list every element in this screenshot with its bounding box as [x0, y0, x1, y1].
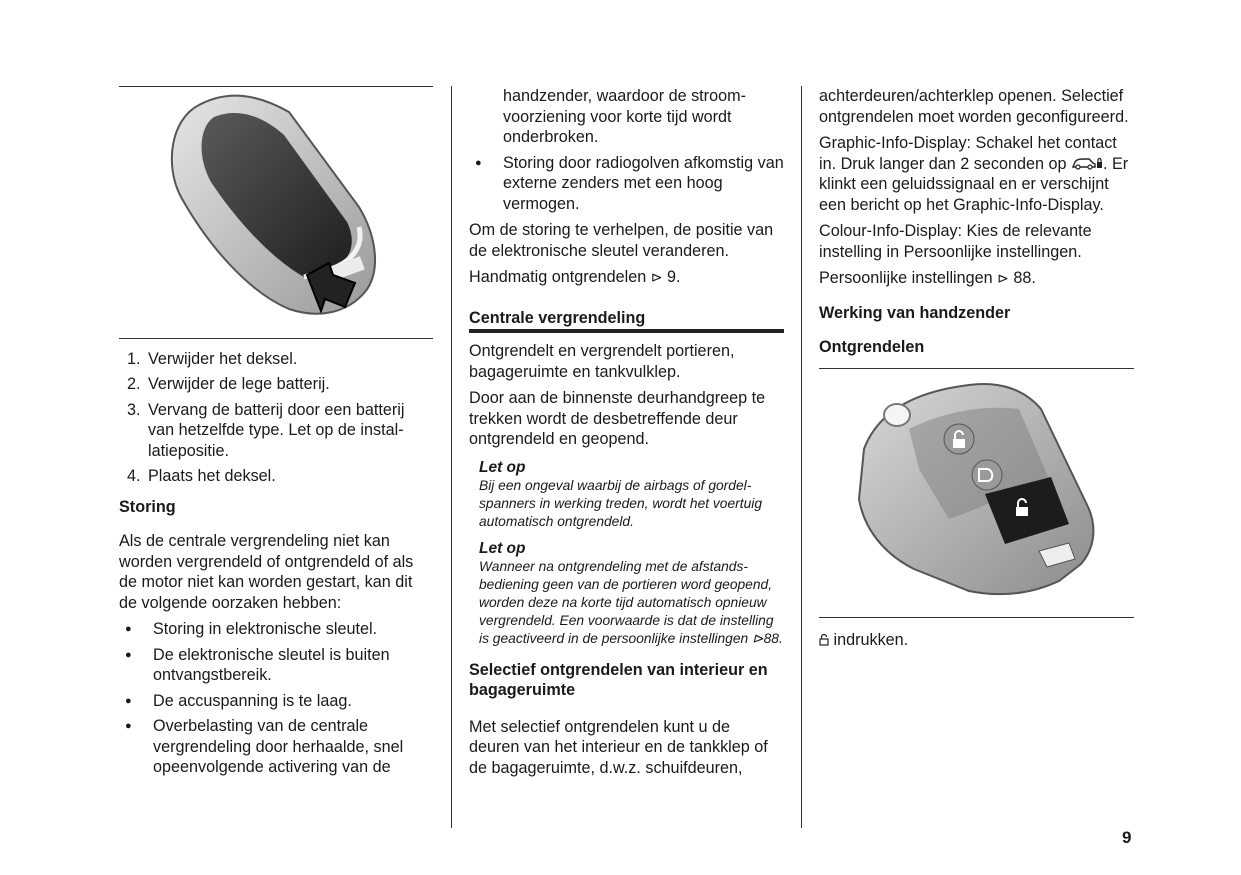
storing-causes-list [119, 619, 433, 778]
note-body: Bij een ongeval waarbij de airbags of gordelspanners in werking treden, wordt het voertuig automatisch ontgrendeld. [479, 477, 762, 529]
note-auto-relock [469, 539, 784, 648]
page-ref-icon: ⊳ [997, 270, 1009, 286]
gid-text-b: . Er klinkt een geluidssignaal en er verschijnt een bericht op het Graphic-Info-Display. [819, 154, 1129, 214]
list-item [119, 349, 433, 370]
list-item: ● Overbelasting van de centrale vergrendeling door herhaalde, snel opeenvolgende activering van de [119, 716, 433, 778]
section-heading-central-locking: Centrale vergrendeling [469, 308, 784, 334]
unlock-heading: Ontgrendelen [819, 338, 925, 356]
radio-cause-list [469, 153, 784, 215]
battery-steps-list [119, 349, 433, 487]
page-number: 9 [1122, 828, 1132, 847]
manual-unlock-link[interactable]: 9. [667, 268, 681, 286]
graphic-info-display-paragraph [819, 133, 1134, 215]
step-number: 1. [127, 349, 141, 368]
column-divider [451, 86, 452, 828]
list-item [119, 400, 433, 462]
continuation-paragraph: achterdeuren/achterklep openen. Selectief ontgrendelen moet worden geconfigureerd. [819, 87, 1129, 126]
column-2 [469, 86, 784, 784]
storing-intro: Als de centrale vergrendeling niet kan worden vergrendeld of ontgrendeld of als de motor niet kan worden gestart, kan dit de volgende oorzaken hebben: [119, 532, 414, 612]
remote-key-illustration [819, 369, 1134, 612]
step-number: 3. [127, 400, 141, 419]
note-page-link[interactable]: 88. [763, 630, 783, 646]
key-fob-illustration [119, 87, 433, 332]
list-item [119, 466, 433, 487]
step-text: Verwijder de lege batterij. [148, 375, 330, 393]
unlock-icon [819, 634, 829, 646]
list-item: ● Storing door radiogolven afkomstig van externe zenders met een hoog vermogen. [469, 153, 784, 215]
colour-info-display-paragraph: Colour-Info-Display: Kies de relevante instelling in Persoonlijke instellingen. [819, 222, 1092, 261]
note-body-text: Wanneer na ontgrendeling met de afstandsbediening geen van de portieren word geopend, worden deze na korte tijd automatisch opnieuw vergrendeld. Een voorwaarde is dat de instelling is geactiveerd in de persoonlijke instellingen [479, 558, 774, 646]
note-airbag [469, 458, 784, 531]
column-3 [819, 86, 1134, 657]
list-item [119, 374, 433, 395]
list-item: ● De accuspanning is te laag. [119, 691, 433, 712]
step-text: Vervang de batterij door een batterij van hetzelfde type. Let op de installatiepositie. [148, 400, 405, 460]
personal-settings-link[interactable]: 88. [1013, 269, 1036, 287]
central-locking-p2: Door aan de binnenste deurhandgreep te trekken wordt de desbetreffende deur ontgrendeld en geopend. [469, 389, 766, 448]
column-divider [801, 86, 802, 828]
fix-paragraph: Om de storing te verhelpen, de positie van de elektronische sleutel veranderen. [469, 221, 774, 260]
manual-unlock-text: Handmatig ontgrendelen [469, 268, 647, 286]
step-text: Verwijder het deksel. [148, 349, 298, 368]
page-ref-icon: ⊳ [752, 630, 764, 646]
figure-bottom-rule [119, 338, 433, 339]
manual-unlock-paragraph [469, 267, 784, 288]
key-fob-battery-figure [119, 87, 433, 338]
personal-settings-paragraph [819, 268, 1134, 289]
storing-heading: Storing [119, 497, 176, 516]
remote-key-figure [819, 369, 1134, 618]
note-title: Let op [479, 539, 526, 557]
column-1 [119, 86, 433, 784]
step-number: 2. [127, 375, 141, 393]
personal-settings-text: Persoonlijke instellingen [819, 269, 993, 287]
press-instruction [819, 630, 1134, 651]
central-locking-p1: Ontgrendelt en vergrendelt portieren, bagageruimte en tankvulklep. [469, 342, 735, 381]
list-item: ● Storing in elektronische sleutel. [119, 619, 433, 640]
list-item: ● De elektronische sleutel is buiten ontvangstbereik. [119, 645, 433, 686]
step-number: 4. [127, 467, 141, 485]
gid-text-a: Graphic-Info-Display: Schakel het contact in. Druk langer dan 2 seconden op [819, 134, 1117, 173]
note-title: Let op [479, 458, 526, 476]
car-lock-icon [1071, 156, 1103, 170]
step-text: Plaats het deksel. [148, 467, 276, 485]
bullet-continuation: handzender, waardoor de stroomvoorziening voor korte tijd wordt onderbroken. [503, 87, 746, 146]
remote-operation-heading: Werking van handzender [819, 303, 1011, 322]
selective-unlock-paragraph: Met selectief ontgrendelen kunt u de deuren van het interieur en de tankklep of de bagageruimte, d.w.z. schuifdeuren, [469, 717, 768, 777]
press-text: indrukken. [833, 631, 909, 649]
figure-bottom-rule [819, 617, 1134, 618]
note-body [479, 558, 784, 648]
selective-unlock-heading: Selectief ontgrendelen van interieur en bagageruimte [469, 660, 768, 699]
page-ref-icon: ⊳ [650, 269, 663, 285]
